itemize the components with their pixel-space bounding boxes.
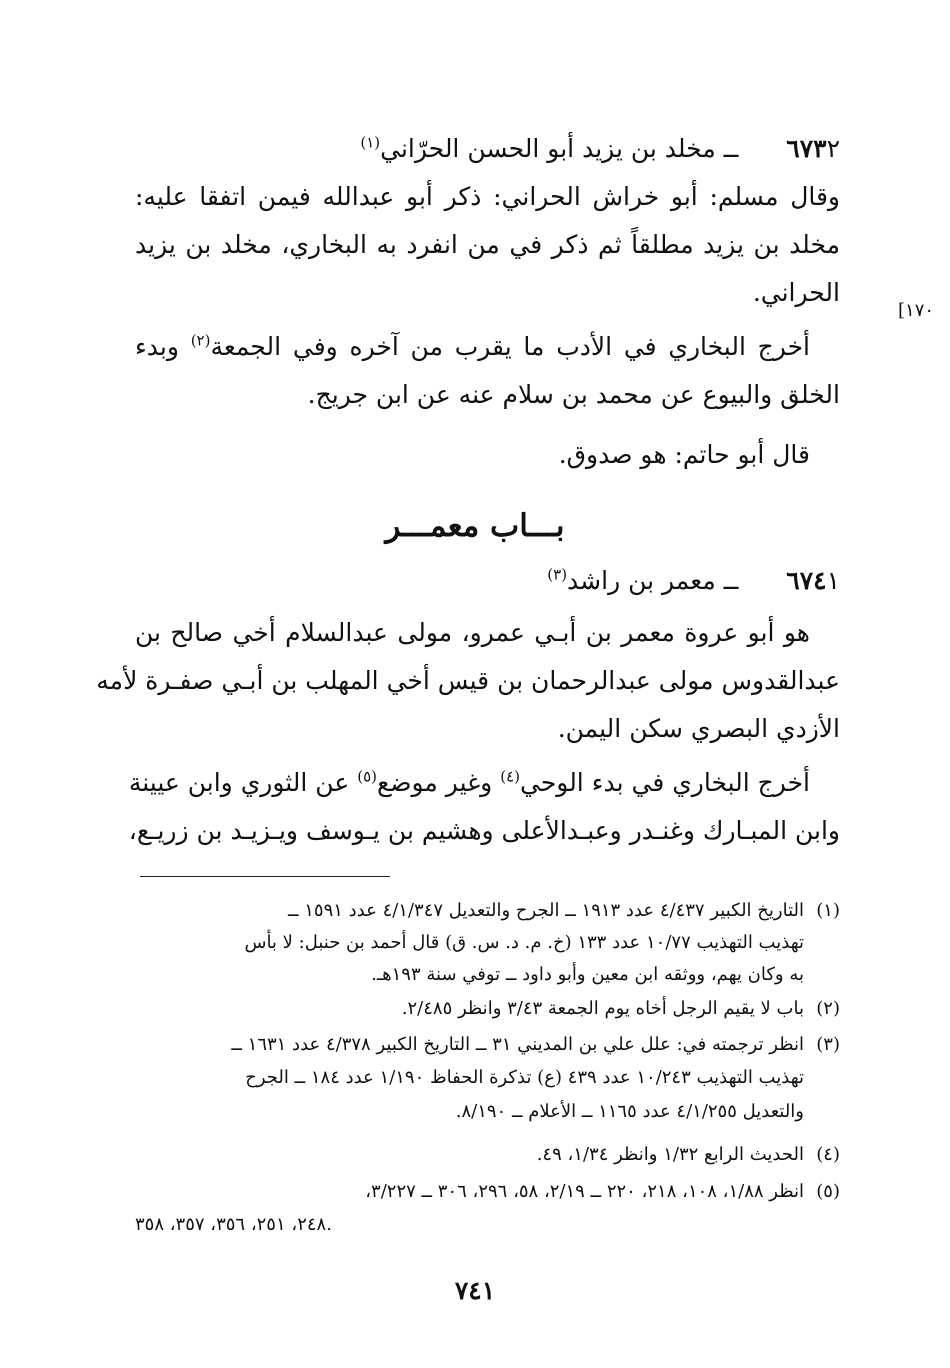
entry-674-heading	[135, 564, 840, 598]
entry-673-para2-text-a: أخرج البخاري في الأدب ما يقرب من آخره وفي الجمعة	[210, 332, 811, 361]
entry-673-para2-text-b: وبدء	[135, 332, 191, 361]
footnote-separator	[140, 876, 390, 877]
entry-673-para1-line2: مخلد بن يزيد مطلقاً ثم ذكر في من انفرد به البخاري، مخلد بن يزيد	[135, 230, 840, 259]
footnote-2-text: باب لا يقيم الرجل أخاه يوم الجمعة ٣/٤٣ وانظر ٢/٤٨٥.	[401, 998, 804, 1019]
page-number: ٧٤١	[454, 1276, 496, 1305]
entry-674-para2-text-a: أخرج البخاري في بدء الوحي	[519, 768, 810, 797]
entry-674-title: ١ ــ معمر بن راشد	[567, 566, 840, 595]
footnote-1-line3: به وكان يهم، ووثقه ابن معين وأبو داود ــ توفي سنة ١٩٣هـ.	[371, 964, 804, 985]
footnote-4-text: الحديث الرابع ١/٣٢ وانظر ١/٣٤، ٤٩.	[536, 1144, 804, 1165]
footnote-ref-1: (١)	[360, 133, 381, 152]
entry-673-para2-line1	[135, 330, 840, 364]
footnote-5-text: انظر ١/٨٨، ١٠٨، ٢١٨، ٢٢٠ ــ ٢/١٩، ٥٨، ٢٩٦، ٣٠٦ ــ ٣/٢٢٧،	[365, 1181, 804, 1202]
entry-674-para1-line3: الأزدي البصري سكن اليمن.	[557, 714, 840, 743]
entry-674-para2-text-b: وغير موضع	[376, 768, 501, 797]
entry-673-para2-line2: الخلق والبيوع عن محمد بن سلام عنه عن ابن جريج.	[307, 380, 840, 409]
entry-673-para1-line3: الحراني.	[752, 278, 840, 307]
footnote-4	[135, 1139, 840, 1171]
footnote-2-number: (٢)	[816, 998, 840, 1019]
entry-674-para2-line2: وابن المبـارك وغنـدر وعبـدالأعلى وهشيم بن يـوسف ويـزيـد بن زريـع،	[128, 816, 840, 845]
footnote-1-text: التاريخ الكبير ٤/٤٣٧ عدد ١٩١٣ ــ الجرح والتعديل ٤/١/٣٤٧ عدد ١٥٩١ ــ	[287, 900, 804, 921]
footnote-5-line2: ٢٤٨، ٢٥١، ٣٥٦، ٣٥٧، ٣٥٨.	[135, 1214, 332, 1235]
footnote-1-line2: تهذيب التهذيب ١٠/٧٧ عدد ١٣٣ (خ. م. د. س. ق) قال أحمد بن حنبل: لا بأس	[244, 932, 804, 953]
entry-674-number: ٦٧٤	[786, 566, 827, 595]
footnote-ref-3: (٣)	[547, 565, 568, 584]
footnote-1-number: (١)	[816, 900, 840, 921]
footnote-4-number: (٤)	[816, 1144, 840, 1165]
entry-673-heading	[135, 132, 840, 166]
entry-673-title: ٢ ــ مخلد بن يزيد أبو الحسن الحرّاني	[380, 134, 840, 163]
entry-673-para3	[135, 438, 840, 472]
entry-673-para1-line1: وقال مسلم: أبو خراش الحراني: ذكر أبو عبدالله فيمن اتفقا عليه:	[135, 182, 840, 211]
footnote-3-number: (٣)	[816, 1034, 840, 1055]
entry-674-para1-text: هو أبو عروة معمر بن أبـي عمرو، مولى عبدالسلام أخي صالح بن	[135, 618, 810, 647]
footnote-3-text: انظر ترجمته في: علل علي بن المديني ٣١ ــ التاريخ الكبير ٤/٣٧٨ عدد ١٦٣١ ــ	[231, 1034, 804, 1055]
section-heading: بـــاب معمـــر	[385, 508, 565, 544]
footnote-1-line1	[135, 895, 840, 927]
footnote-3-line2: تهذيب التهذيب ١٠/٢٤٣ عدد ٤٣٩ (ع) تذكرة الحفاظ ١/١٩٠ عدد ١٨٤ ــ الجرح	[245, 1067, 804, 1088]
entry-673-number: ٦٧٣	[786, 134, 827, 163]
entry-674-para2-line1	[128, 766, 840, 800]
footnote-2	[135, 993, 840, 1025]
footnote-ref-5: (٥)	[357, 767, 377, 786]
footnote-3-line1	[135, 1029, 840, 1061]
entry-674-para2-text-c: عن الثوري وابن عيينة	[128, 768, 358, 797]
footnote-ref-4: (٤)	[500, 767, 520, 786]
entry-673-para3-text: قال أبو حاتم: هو صدوق.	[558, 440, 810, 469]
footnote-5-number: (٥)	[816, 1181, 840, 1202]
entry-674-para1-line1	[135, 616, 840, 650]
footnote-ref-2: (٢)	[190, 331, 211, 350]
margin-page-marker: [١٧٠	[898, 300, 935, 321]
entry-674-para1-line2: عبدالقدوس مولى عبدالرحمان بن قيس أخي المهلب بن أبـي صفـرة لأمه	[96, 666, 840, 695]
footnote-3-line3: والتعديل ٤/١/٢٥٥ عدد ١١٦٥ ــ الأعلام ــ ٨/١٩٠.	[455, 1101, 804, 1122]
footnote-5-line1	[135, 1176, 840, 1208]
